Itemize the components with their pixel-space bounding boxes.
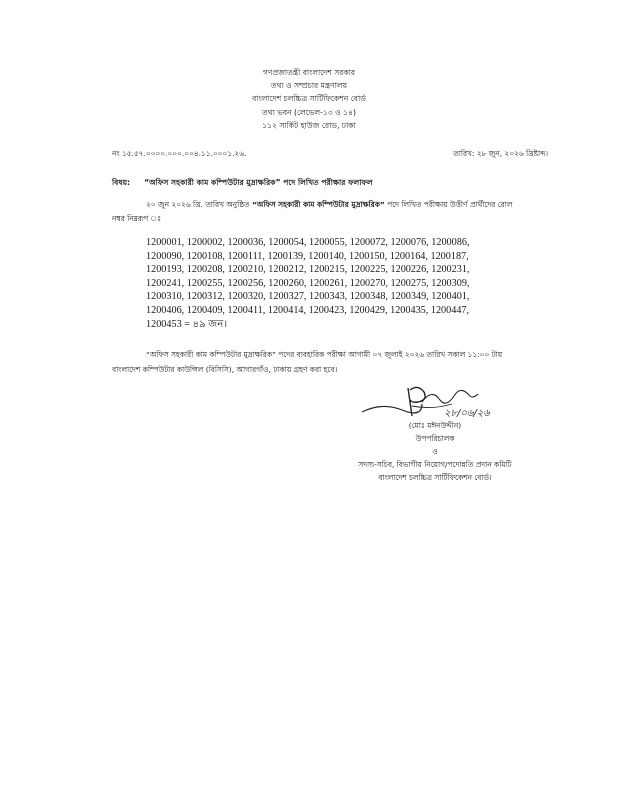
subject-label: বিষয়: (112, 178, 131, 187)
signature-date: ২৮/০৬/২৬ (444, 408, 490, 419)
header-ministry: তথ্য ও সম্প্রচার মন্ত্রণালয় (270, 81, 348, 90)
intro-post-name: “অফিস সহকারী কাম কম্পিউটার মুদ্রাক্ষরিক” (251, 200, 385, 209)
roll-line: 1200406, 1200409, 1200411, 1200414, 1200423, 1200429, 1200435, 1200447, (146, 304, 470, 316)
practical-exam-text: “অফিস সহকারী কাম কম্পিউটার মুদ্রাক্ষরিক” পদের ব্যবহারিক পরীক্ষা আগামী ০৭ জুলাই ২০২৬ তারিখ সকাল ১১:০০ টায় বাংলাদেশ কম্পিউটার কাউন্সিল (বিসিসি), আগারগাঁও, ঢাকায় গ্রহণ করা হবে। (112, 350, 503, 374)
roll-line: 1200193, 1200208, 1200210, 1200212, 1200215, 1200225, 1200226, 1200231, (146, 264, 470, 276)
memo-number: নং ১৫.৫৭.০০০০.০০০.০০৪.১১.০০০১.২৬. (112, 149, 247, 158)
roll-line: 1200241, 1200255, 1200256, 1200260, 1200261, 1200270, 1200275, 1200309, (146, 277, 470, 289)
signatory-role: সদস্য-সচিব, বিভাগীয় নিয়োগ/পদোন্নতি প্রদান কমিটি (358, 460, 512, 469)
signatory-designation: উপপরিচালক (415, 434, 455, 443)
subject-line (112, 177, 373, 190)
header-building: তথ্য ভবন (লেভেল-১৩ ও ১৪) (262, 108, 356, 117)
header-organization: বাংলাদেশ চলচ্চিত্র সার্টিফিকেশন বোর্ড (252, 94, 366, 103)
signatory-name: (মোঃ মঈনউদ্দীন) (408, 421, 462, 430)
signatory-organization: বাংলাদেশ চলচ্চিত্র সার্টিফিকেশন বোর্ড। (378, 473, 492, 482)
issue-date: তারিখ: ২৮ জুন, ২০২৬ খ্রিষ্টাব্দ। (453, 149, 548, 158)
handwritten-signature (352, 382, 530, 422)
roll-line: 1200453 = ৪৯ জন। (146, 318, 228, 330)
practical-exam-notice (112, 347, 532, 377)
roll-line: 1200090, 1200108, 1200111, 1200139, 1200140, 1200150, 1200164, 1200187, (146, 250, 469, 262)
header-address: ১১২ সার্কিট হাউজ রোড, ঢাকা (262, 121, 356, 130)
intro-text-before: ২০ জুন ২০২৬ খ্রি. তারিখ অনুষ্ঠিত (146, 200, 250, 209)
roll-line: 1200001, 1200002, 1200036, 1200054, 1200055, 1200072, 1200076, 1200086, (146, 237, 470, 248)
subject-text: “অফিস সহকারী কাম কম্পিউটার মুদ্রাক্ষরিক” পদে লিখিত পরীক্ষার ফলাফল (144, 178, 373, 187)
signatory-and: ও (432, 447, 438, 456)
header-government: গণপ্রজাতন্ত্রী বাংলাদেশ সরকার (262, 68, 356, 77)
intro-paragraph (112, 198, 527, 226)
roll-line: 1200310, 1200312, 1200320, 1200327, 1200343, 1200348, 1200349, 1200401, (146, 291, 470, 303)
roll-number-list (146, 236, 526, 331)
intro-text-after: পদে লিখিত পরীক্ষায় উত্তীর্ণ প্রার্থীদের রোল নম্বর নিম্নরূপ ঃ (112, 200, 513, 223)
